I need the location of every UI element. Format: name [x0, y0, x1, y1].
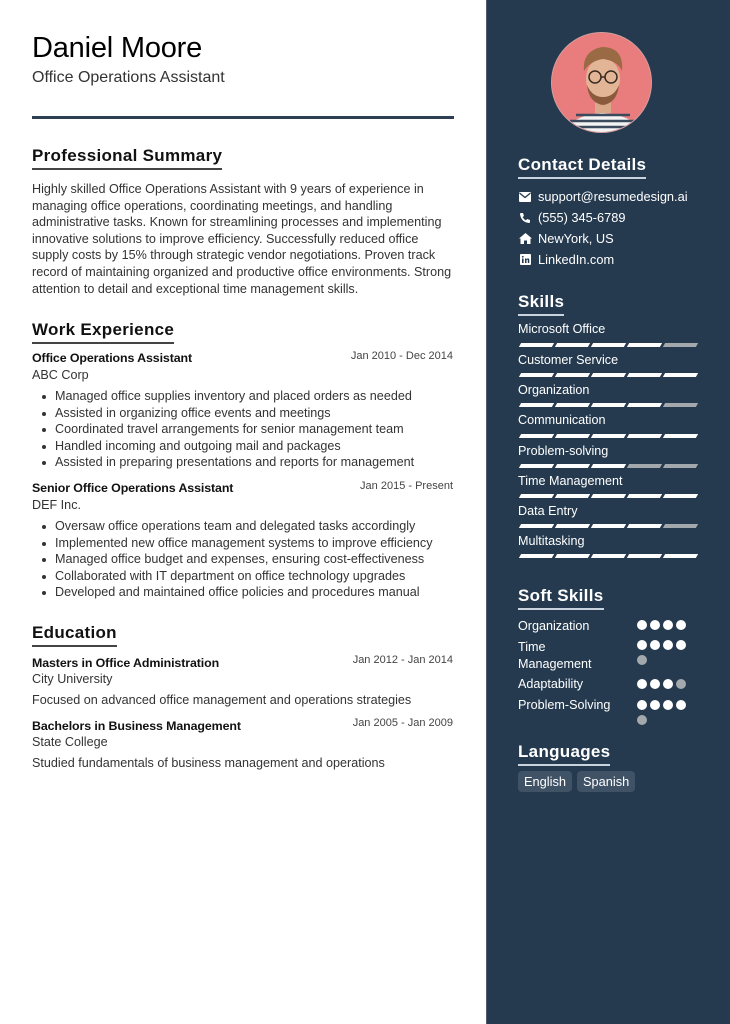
- skill-name: Microsoft Office: [518, 322, 606, 336]
- school-name: State College: [32, 735, 108, 749]
- home-icon: [518, 232, 532, 246]
- bullet-item: Developed and maintained office policies and procedures manual: [55, 584, 433, 601]
- languages-heading: Languages: [518, 742, 610, 766]
- skill-rating-bars: [520, 524, 697, 528]
- skill-rating-bars: [520, 464, 697, 468]
- contact-phone-text: (555) 345-6789: [538, 210, 626, 225]
- soft-skill-dots: [637, 620, 692, 630]
- skills-heading: Skills: [518, 292, 564, 316]
- skill-name: Multitasking: [518, 534, 585, 548]
- job-dates: Jan 2015 - Present: [360, 480, 453, 492]
- contact-linkedin[interactable]: [518, 252, 614, 267]
- contact-location: [518, 231, 614, 246]
- skill-name: Problem-solving: [518, 444, 609, 458]
- language-chip: Spanish: [577, 771, 635, 792]
- bullet-item: Implemented new office management systems to improve efficiency: [55, 535, 433, 550]
- bullet-item: Assisted in preparing presentations and reports for management: [55, 455, 415, 470]
- envelope-icon: [518, 190, 532, 204]
- candidate-title: Office Operations Assistant: [32, 69, 225, 86]
- bullet-item: Handled incoming and outgoing mail and packages: [55, 438, 414, 455]
- skill-name: Organization: [518, 383, 590, 397]
- soft-skill-name: Adaptability: [518, 677, 584, 691]
- linkedin-icon: [518, 253, 532, 267]
- job-dates: Jan 2010 - Dec 2014: [350, 350, 453, 362]
- summary-heading: Professional Summary: [32, 146, 222, 170]
- soft-skill-name: Problem-Solving: [518, 698, 611, 712]
- bullet-item: Managed office supplies inventory and placed orders as needed: [55, 388, 414, 405]
- soft-skill-name: Time Management: [518, 640, 592, 671]
- contact-location-text: NewYork, US: [538, 231, 614, 246]
- skill-rating-bars: [520, 403, 697, 407]
- contact-email[interactable]: [518, 189, 688, 204]
- job-bullets: [55, 518, 433, 601]
- avatar-illustration-icon: [552, 33, 652, 133]
- soft-skill-dots: [637, 700, 692, 725]
- bullet-item: Coordinated travel arrangements for senior management team: [55, 421, 414, 438]
- skill-name: Time Management: [518, 474, 623, 488]
- language-chip: English: [518, 771, 572, 792]
- soft-skill-dots: [637, 640, 692, 665]
- contact-heading: Contact Details: [518, 155, 646, 179]
- profile-photo: [551, 32, 652, 133]
- bullet-item: Oversaw office operations team and delegated tasks accordingly: [55, 518, 433, 535]
- soft-skills-heading: Soft Skills: [518, 586, 604, 610]
- skill-name: Customer Service: [518, 353, 619, 367]
- job-company: DEF Inc.: [32, 498, 81, 512]
- degree-dates: Jan 2012 - Jan 2014: [352, 654, 453, 666]
- degree-description: Focused on advanced office management and operations strategies: [32, 693, 412, 707]
- phone-icon: [518, 211, 532, 225]
- job-title: Office Operations Assistant: [32, 351, 193, 365]
- skill-rating-bars: [520, 343, 697, 347]
- bullet-item: Collaborated with IT department on office technology upgrades: [55, 568, 433, 585]
- skill-rating-bars: [520, 373, 697, 377]
- summary-text: Highly skilled Office Operations Assistant with 9 years of experience in managing office operations, coordinating meetings, and handling administrative tasks. Known for streamlining processes and implementing innovative solutions to improve efficiency. Successfully reduced office supply costs by 15% through strategic vendor negotiations. Proven track record of maintaining organized and productive office environments. Strong attention to detail and exceptional time management skills.: [32, 182, 452, 296]
- contact-email-text: support@resumedesign.ai: [538, 189, 688, 204]
- bullet-item: Managed office budget and expenses, ensuring cost-effectiveness: [55, 551, 433, 568]
- degree-title: Bachelors in Business Management: [32, 719, 241, 733]
- skill-rating-bars: [520, 554, 697, 558]
- job-bullets: [55, 388, 414, 471]
- school-name: City University: [32, 672, 113, 686]
- languages-list: [518, 771, 635, 792]
- job-title: Senior Office Operations Assistant: [32, 481, 234, 495]
- skill-rating-bars: [520, 494, 697, 498]
- contact-phone[interactable]: [518, 210, 626, 225]
- candidate-name: Daniel Moore: [32, 32, 203, 64]
- contact-linkedin-text: LinkedIn.com: [538, 252, 615, 267]
- soft-skill-dots: [637, 679, 692, 689]
- job-company: ABC Corp: [32, 368, 89, 382]
- sidebar: [486, 0, 730, 1024]
- header-divider: [32, 116, 454, 119]
- soft-skill-name: Organization: [518, 619, 590, 633]
- bullet-item: Assisted in organizing office events and meetings: [55, 405, 414, 422]
- degree-dates: Jan 2005 - Jan 2009: [352, 717, 453, 729]
- degree-description: Studied fundamentals of business management and operations: [32, 756, 385, 770]
- skill-name: Communication: [518, 413, 606, 427]
- skill-name: Data Entry: [518, 504, 578, 518]
- education-heading: Education: [32, 623, 117, 647]
- skill-rating-bars: [520, 434, 697, 438]
- degree-title: Masters in Office Administration: [32, 656, 220, 670]
- experience-heading: Work Experience: [32, 320, 174, 344]
